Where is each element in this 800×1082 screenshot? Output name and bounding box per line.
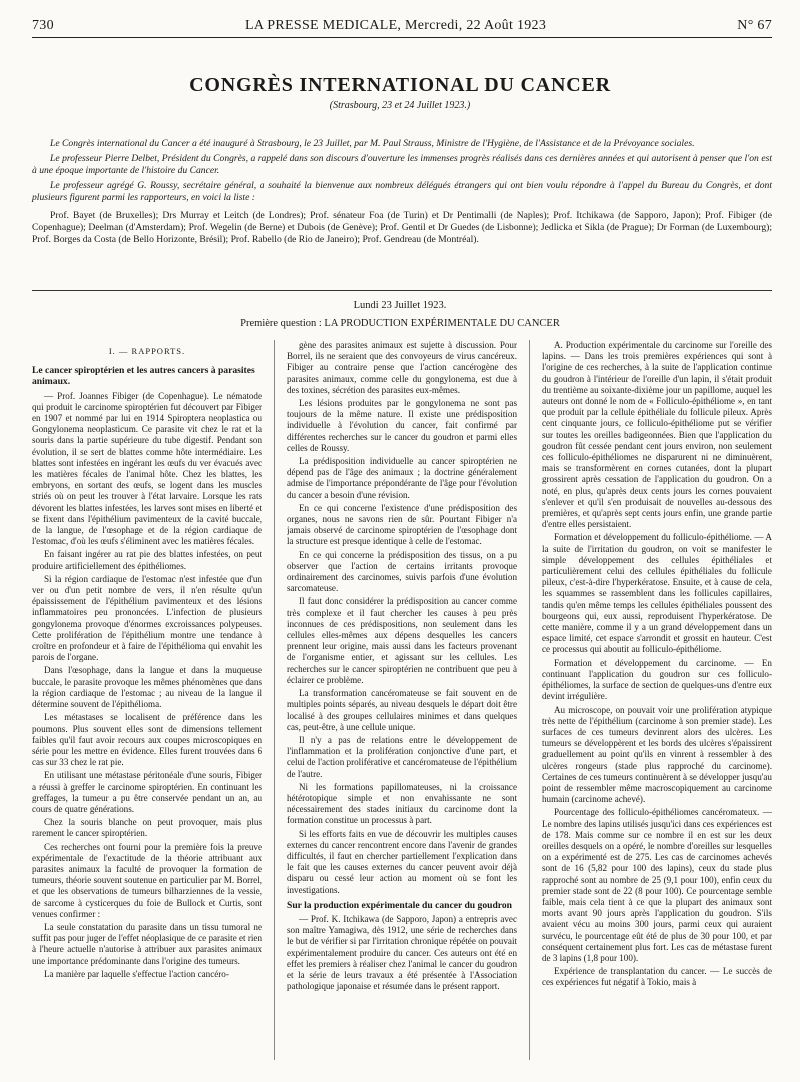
body-paragraph: Les métastases se localisent de préférence dans les poumons. Plus souvent elles sont de dimensions tellement faibles qu'il faut avoir recours aux coupes microscopiques en série pour les mettre en évidence. Elles furent trouvées dans 6 cas sur 33 chez le rat pie. bbox=[32, 712, 263, 768]
column-rule bbox=[274, 340, 275, 1060]
intro-block bbox=[32, 138, 772, 249]
journal-title: LA PRESSE MEDICALE, Mercredi, 22 Août 1923 bbox=[245, 18, 547, 33]
body-paragraph: En ce qui concerne la prédisposition des tissus, on a pu observer que l'action de certains irritants provoque ordinairement des carcinomes, suivis parfois d'une évolution sarcomateuse. bbox=[286, 549, 517, 594]
body-paragraph: La manière par laquelle s'effectue l'action cancéro- bbox=[44, 968, 229, 979]
body-paragraph: Si la région cardiaque de l'estomac n'est infestée que d'un ver ou d'un petit nombre de vers, il n'en résulte qu'un épaississement de l'épithélium pavimenteux et des lésions inflammatoires peu prononcées. L'infection de plusieurs gongylonema provoque d'énormes excroissances polypeuses. Cette prolifération de l'épithélium montre une tendance à croître en profondeur et à faire de l'épithélioma qui envahit les parois de l'organe. bbox=[32, 573, 263, 663]
section-label: I. — RAPPORTS. bbox=[108, 346, 186, 356]
body-paragraph: Chez la souris blanche on peut provoquer, mais plus rarement le cancer spiroptérien. bbox=[32, 817, 263, 839]
intro-paragraph: Le professeur Pierre Delbet, Président du Congrès, a rappelé dans son discours d'ouverture les immenses progrès réalisés dans ces dernières années et qui autorisent à penser que l'on est à une époque importante de l'histoire du Cancer. bbox=[32, 153, 772, 176]
column-1-body bbox=[32, 391, 262, 980]
body-paragraph: Il n'y a pas de relations entre le développement de l'inflammation et la prolifération conjonctive d'une part, et celui de l'action proliférative et cancéromateuse de l'épithélium de l'autre. bbox=[286, 734, 517, 779]
body-paragraph: Expérience de transplantation du cancer. — Le succès de ces expériences fut négatif à Tokio, mais à bbox=[541, 966, 772, 988]
body-paragraph: Dans l'œsophage, dans la langue et dans la muqueuse buccale, le parasite provoque les mêmes phénomènes que dans la région cardiaque de l'estomac ; au niveau de la langue il détermine souvent de l'épithélioma. bbox=[32, 665, 263, 710]
column-2 bbox=[287, 340, 517, 1070]
body-paragraph: En ce qui concerne l'existence d'une prédisposition des organes, nous ne savons rien de sûr. Pourtant Fibiger n'a jamais observé de carcinome spiroptérien de l'œsophage dont la structure est presque identique à celle de l'estomac. bbox=[286, 502, 517, 547]
body-paragraph: La transformation cancéromateuse se fait souvent en de multiples points séparés, au niveau desquels le départ doit être localisé à des groupes cellulaires minimes et dans quelques cas, peut-être, à une cellule unique. bbox=[286, 688, 517, 732]
column-1 bbox=[32, 340, 262, 1070]
body-paragraph: Formation et développement du carcinome. — En continuant l'application du goudron sur ces folliculo-épithéliomes, la surface de section de quelques-uns d'entre eux devint irrégulière. bbox=[541, 657, 772, 702]
body-paragraph: — Prof. Joannes Fibiger (de Copenhague). Le nématode qui produit le carcinome spiroptérien fut découvert par Fibiger en 1907 et nommé par lui en 1914 Spiroptera neoplastica ou Gongylonema neoplasticum. Ce parasite vit chez le rat et la souris dans la partie supérieure du tube digestif. Pendant son évolution, il se sert de blattes comme hôte intermédiaire. Les blattes sont infestées en ingérant les œufs du ver évacués avec les matières fécales de l'animal hôte. Chez les blattes, les embryons, en sortant des œufs, se logent dans les muscles striés où on peut les trouver à l'état larvaire. Lorsque les rats dévorent les blattes infestées, les larves sont mises en liberté et se fixent dans l'épithélium pavimenteux de la cavité buccale, de la langue, de l'œsophage et de la région cardiaque de l'estomac, d'où les œufs s'éliminent avec les matières fécales. bbox=[32, 390, 263, 547]
session-date: Lundi 23 Juillet 1923. bbox=[353, 300, 447, 311]
body-paragraph: Il faut donc considérer la prédisposition au cancer comme très complexe et il faut chercher les causes à peu près inconnues de ces prédispositions, non seulement dans les cellules elles-mêmes aux dépens desquelles les cancers prennent leur origine, mais aussi dans les facteurs provenant de l'organisme entier, et agissant sur les cellules. Les recherches sur le cancer spiroptérien ne contribuent que peu à éclairer ce problème. bbox=[286, 596, 517, 685]
section-divider bbox=[32, 290, 772, 291]
session-question: Première question : LA PRODUCTION EXPÉRIMENTALE DU CANCER bbox=[240, 318, 560, 329]
body-paragraph: Ces recherches ont fourni pour la première fois la preuve expérimentale de l'exactitude de la théorie attribuant aux parasites animaux la faculté de provoquer la formation de tumeurs, théorie souvent soutenue en particulier par M. Borrel, et que les observations de tumeurs bilharziennes de la vessie, de sarcome à cysticerques du foie de Bullock et Curtis, sont venues confirmer : bbox=[32, 841, 263, 919]
body-paragraph: La prédisposition individuelle au cancer spiroptérien ne dépend pas de l'âge des animaux ; la doctrine généralement admise de l'importance prépondérante de l'âge pour l'évolution du cancer a besoin d'une révision. bbox=[286, 456, 517, 500]
body-paragraph: Si les efforts faits en vue de découvrir les multiples causes externes du cancer rencontrent encore dans l'avenir de grandes difficultés, il faut en chercher partiellement l'explication dans le fait que les causes externes du cancer peuvent avoir déjà disparu ou cessé leur action au moment où se font les investigations. bbox=[286, 828, 517, 895]
rapporteurs-list: Prof. Bayet (de Bruxelles); Drs Murray et Leitch (de Londres); Prof. sénateur Foa (de Turin) et Dr Pentimalli (de Naples); Prof. Itchikawa (de Sapporo, Japon); Prof. Fibiger (de Copenhague); Deelman (d'Amsterdam); Prof. Wegelin (de Berne) et Dubois (de Genève); Prof. Gentil et Dr Guedes (de Lisbonne); Jedlicka et Sikla (de Prague); Dr Forman (de Luxembourg); Prof. Borges da Costa (de Bello Horizonte, Brésil); Prof. Rabello (de Rio de Janeiro); Prof. Gendreau (de Montréal). bbox=[32, 210, 772, 245]
body-paragraph: Les lésions produites par le gongylonema ne sont pas toujours de la même nature. Il existe une prédisposition individuelle à l'évolution du cancer, fait confirmé par différentes recherches sur le cancer du goudron et parmi elles celles de Roussy. bbox=[286, 398, 517, 453]
body-paragraph: — Prof. K. Itchikawa (de Sapporo, Japon) a entrepris avec son maître Yamagiwa, dès 1912, une série de recherches dans le but de vérifier si par l'irritation chronique répétée on pouvait expérimentalement produire du cancer. Ces auteurs ont été en effet les premiers à réaliser chez l'animal le cancer du goudron et la série de leurs travaux a été présentée à l'Association pathologique japonaise et résumée dans le présent rapport. bbox=[286, 913, 517, 992]
column-3-body bbox=[542, 340, 772, 989]
intro-paragraph: Le Congrès international du Cancer a été inauguré à Strasbourg, le 23 Juillet, par M. Paul Strauss, Ministre de l'Hygiène, de l'Assistance et de la Prévoyance sociales. bbox=[50, 138, 695, 149]
section-heading: Sur la production expérimentale du cancer du goudron bbox=[286, 899, 513, 911]
body-paragraph: gène des parasites animaux est sujette à discussion. Pour Borrel, ils ne seraient que des convoyeurs de virus cancéreux. Fibiger au contraire pense que l'action cancérogène des parasites animaux, comme celle du gongylonema, est due à des toxines, sécrétion des parasites eux-mêmes. bbox=[286, 340, 517, 395]
article-subtitle: (Strasbourg, 23 et 24 Juillet 1923.) bbox=[329, 100, 471, 111]
body-paragraph: Formation et développement du folliculo-épithéliome. — A la suite de l'irritation du goudron, on voit se manifester le simple développement des cellules épithéliales et particulièrement celui des cellules épithéliales du follicule pileux, c'est-à-dire l'hyperkératose. Ensuite, et à cause de cela, les squammes se rassemblent dans les follicules capillaires, tandis qu'en même temps les cellules épithéliales poussent des bourgeons qui, eux aussi, reproduisent l'hyperkératose. De cette manière, comme il y a un grand développement dans un espace limité, cet espace s'arrondit et grossit en hauteur. C'est ce processus qui aboutit au folliculo-épithéliome. bbox=[541, 532, 772, 655]
body-paragraph: En utilisant une métastase péritonéale d'une souris, Fibiger a réussi à greffer le carcinome spiroptérien. En continuant les greffages, la tumeur a pu être conservée pendant un an, au cours de quatre générations. bbox=[32, 770, 263, 814]
body-paragraph: Ni les formations papillomateuses, ni la croissance hétérotopique simple et non envahissante ne sont nécessairement des stades initiaux du carcinome dont la formation constitue un processus à part. bbox=[286, 781, 517, 826]
body-paragraph: Au microscope, on pouvait voir une prolifération atypique très nette de l'épithélium (carcinome à son premier stade). Les surfaces de ces tumeurs devinrent alors des ulcères. Les tumeurs se développèrent et les bords des ulcères s'épaissirent graduellement au point qu'ils en vinrent à ressembler à des ulcères rongeurs (stade plus rapproché du carcinome). Certaines de ces tumeurs continuèrent à se développer jusqu'au point de ressembler même macroscopiquement au carcinome humain (carcinome achevé). bbox=[541, 704, 772, 805]
article-title: CONGRÈS INTERNATIONAL DU CANCER bbox=[189, 74, 611, 96]
body-paragraph: La seule constatation du parasite dans un tissu tumoral ne suffit pas pour juger de l'effet néoplasique de ce parasite et rien à l'heure actuelle n'autorise à attribuer aux parasites animaux une importance prédominante dans l'origine des tumeurs. bbox=[32, 921, 263, 966]
column-3 bbox=[542, 340, 772, 1070]
body-paragraph: A. Production expérimentale du carcinome sur l'oreille des lapins. — Dans les trois premières expériences qui sont à l'origine de ces recherches, à la suite de l'application continue du goudron à l'intérieur de l'oreille d'un lapin, il s'était produit du trentième au soixante-dixième jour un papillome, auquel les auteurs ont donné le nom de « Folliculo-épithéliome », en tant que produit par la cellule épithéliale du follicule pileux. Après cent cinquante jours, ce folliculo-épithéliome put se vérifier sur toutes les oreilles badigeonnées. Bien que l'application du goudron fût cessée pendant cent jours environ, non seulement ces folliculo-épithéliomes ne disparurent ni ne diminuèrent, mais se transformèrent en cornes cutanées, dont la plupart grossirent après cessation de l'application du goudron. On a noté, en plus, qu'après deux cents jours les cornes pouvaient s'enlever et qu'il s'en produisait de nouvelles au-dessous des premières, et qu'après sept cents jours enfin, une grande partie d'entre elles persistaient. bbox=[541, 340, 772, 530]
issue-number: N° 67 bbox=[737, 18, 772, 33]
body-paragraph: Pourcentage des folliculo-épithéliomes cancéromateux. — Le nombre des lapins utilisés jusqu'ici dans ces expériences est de 178. Mais comme sur ce nombre il en est sur les deux oreilles desquels on a opéré, le nombre d'oreilles sur lesquelles on a expérimenté est de 275. Les cas de carcinomes achevés sont de 16 (5,82 pour 100 des lapins), ceux du stade plus rapproché sont au nombre de 25 (9,1 pour 100), enfin ceux du premier stade sont de 22 (8 pour 100). Ce pourcentage semble faible, mais cela tient à ce que la plupart des animaux sont morts avant 90 jours après l'application du goudron. S'ils avaient vécu au moins 300 jours, parmi ceux qui auraient survécu, le pourcentage eût été de plus de 30 pour 100, et par conséquent certainement plus fort. Les cas de métastase furent de 3 lapins (1,8 pour 100). bbox=[541, 807, 772, 963]
column-2-body bbox=[287, 340, 517, 896]
page-number: 730 bbox=[32, 18, 54, 33]
section-heading: Le cancer spiroptérien et les autres cancers à parasites animaux. bbox=[32, 365, 255, 388]
column-2-body-continued bbox=[287, 914, 517, 992]
column-rule bbox=[529, 340, 530, 1060]
intro-paragraph: Le professeur agrégé G. Roussy, secrétaire général, a souhaité la bienvenue aux nombreux délégués étrangers qui ont bien voulu répondre à l'appel du Bureau du Congrès, et dont plusieurs figurent parmi les rapporteurs, en voici la liste : bbox=[32, 180, 772, 203]
article-columns bbox=[32, 340, 772, 1070]
body-paragraph: En faisant ingérer au rat pie des blattes infestées, on peut produire artificiellement des épithéliomes. bbox=[32, 549, 263, 571]
running-header bbox=[32, 18, 772, 38]
